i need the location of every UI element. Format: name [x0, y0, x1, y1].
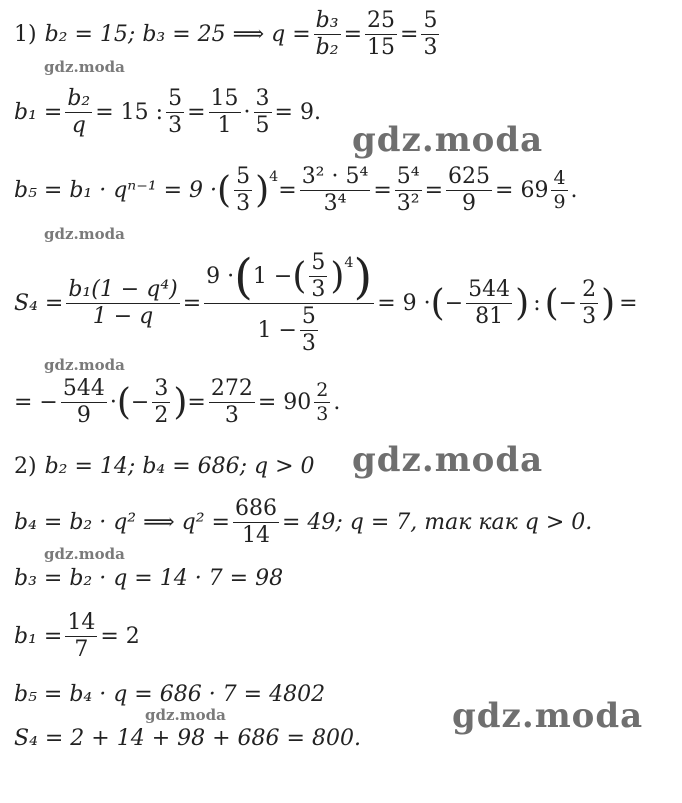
fraction: $\frac{25}{15}$ — [367, 8, 396, 60]
lhs: b₁ = — [14, 623, 63, 649]
line-1 — [14, 10, 442, 59]
fraction: $\frac{15}{1}$ — [210, 86, 239, 138]
line-9 — [14, 612, 140, 661]
fraction: $\frac{4}{9}$ — [553, 167, 566, 213]
watermark: gdz.moda — [44, 356, 125, 374]
fraction: $\frac{686}{14}$ — [234, 496, 277, 548]
lhs: b₄ = b₂ · q² ⟹ q² = — [14, 509, 230, 535]
part-number: 1) — [14, 21, 37, 47]
line-8 — [14, 568, 283, 590]
dot: · — [243, 99, 251, 125]
result: = 90 — [257, 389, 312, 415]
fraction: $\frac{3}{2}$ — [154, 376, 169, 428]
expr: S₄ = 2 + 14 + 98 + 686 = 800. — [14, 726, 361, 751]
fraction: $\frac{544}{81}$ — [468, 277, 511, 329]
equals: = — [343, 21, 363, 47]
lhs: S₄ = — [14, 290, 64, 316]
expr: = − — [14, 389, 58, 415]
line-5: = − $\frac{544}{9}$ · ( − $\frac{3}{2}$ ) = $\frac{272}{3}$ = 90 $\frac{2}{3}$ . — [14, 376, 341, 428]
result: = 49; q = 7, так как q > 0. — [281, 509, 593, 535]
line-2 — [14, 88, 321, 137]
line-10 — [14, 684, 325, 706]
equals: = — [278, 177, 297, 203]
lhs: b₅ = b₁ · qⁿ⁻¹ = 9 · — [14, 177, 218, 203]
expr: = 9 · — [377, 290, 431, 316]
watermark: gdz.moda — [44, 58, 125, 76]
fraction: $\frac{2}{3}$ — [582, 277, 597, 329]
equals: = — [373, 177, 392, 203]
fraction: $\frac{\text{b₃}}{\text{b₂}}$ — [315, 8, 339, 60]
watermark: gdz.moda — [352, 440, 544, 480]
line-3: b₅ = b₁ · qⁿ⁻¹ = 9 · ( $\frac{5}{3}$ ) $^4$ = $\frac{\text{3² · 5⁴}}{\text{3⁴}}$ = $\frac{\text{5⁴}}{\text{3²}}$ = $\frac{625}{9}$ = 69 $\frac{4}{9}$ . — [14, 164, 578, 216]
fraction: $\frac{\text{b₁(1 − q⁴)}}{1 - q}$ — [68, 277, 178, 329]
given-values: b₂ = 15; b₃ = 25 ⟹ q = — [44, 21, 311, 47]
watermark: gdz.moda — [44, 225, 125, 243]
watermark: gdz.moda — [452, 696, 644, 736]
result: = 2 — [100, 623, 140, 649]
fraction: $\frac{625}{9}$ — [448, 164, 491, 216]
result: = 69 — [495, 177, 549, 203]
given-values: b₂ = 14; b₄ = 686; q > 0 — [44, 454, 315, 479]
watermark: gdz.moda — [352, 120, 544, 160]
line-11 — [14, 728, 361, 750]
expr: = 15 : — [95, 99, 164, 125]
fraction: $\frac{5}{3}$ — [168, 86, 183, 138]
line-4: S₄ = $\frac{\text{b₁(1 − q⁴)}}{1 - q}$ = 9 · ( 1 − ( $\frac{5}{3}$ ) $^4$ ) 1 − $\frac{5}{3}$ = 9 · ( − $\frac{544}{81}$ ) : ( − $\frac{2}{3}$ ) = — [14, 248, 638, 356]
fraction: $\frac{5}{3}$ — [423, 8, 438, 60]
equals: = — [182, 290, 202, 316]
power: 4 — [269, 169, 279, 186]
big-fraction: 9 · ( 1 − ( $\frac{5}{3}$ ) $^4$ ) 1 − $\frac{5}{3}$ — [206, 248, 373, 356]
fraction: $\frac{5}{3}$ — [236, 164, 251, 216]
equals: = — [187, 99, 206, 125]
expr: b₅ = b₄ · q = 686 · 7 = 4802 — [14, 682, 326, 707]
line-6 — [14, 456, 315, 478]
fraction: $\frac{\text{b₂}}{q}$ — [67, 86, 91, 138]
line-7 — [14, 498, 592, 547]
fraction: $\frac{\text{5⁴}}{\text{3²}}$ — [396, 164, 420, 216]
fraction: $\frac{544}{9}$ — [62, 376, 105, 428]
fraction: $\frac{2}{3}$ — [316, 379, 329, 425]
fraction: $\frac{272}{3}$ — [210, 376, 253, 428]
result: = 9. — [274, 99, 321, 125]
fraction: $\frac{14}{7}$ — [67, 610, 96, 662]
equals: = — [424, 177, 444, 203]
part-number: 2) — [14, 454, 37, 479]
fraction: $\frac{3}{5}$ — [255, 86, 270, 138]
watermark: gdz.moda — [145, 706, 226, 724]
equals: = — [400, 21, 419, 47]
lhs: b₁ = — [14, 99, 63, 125]
watermark: gdz.moda — [44, 545, 125, 563]
expr: b₃ = b₂ · q = 14 · 7 = 98 — [14, 566, 284, 591]
fraction: $\frac{\text{3² · 5⁴}}{\text{3⁴}}$ — [301, 164, 369, 216]
